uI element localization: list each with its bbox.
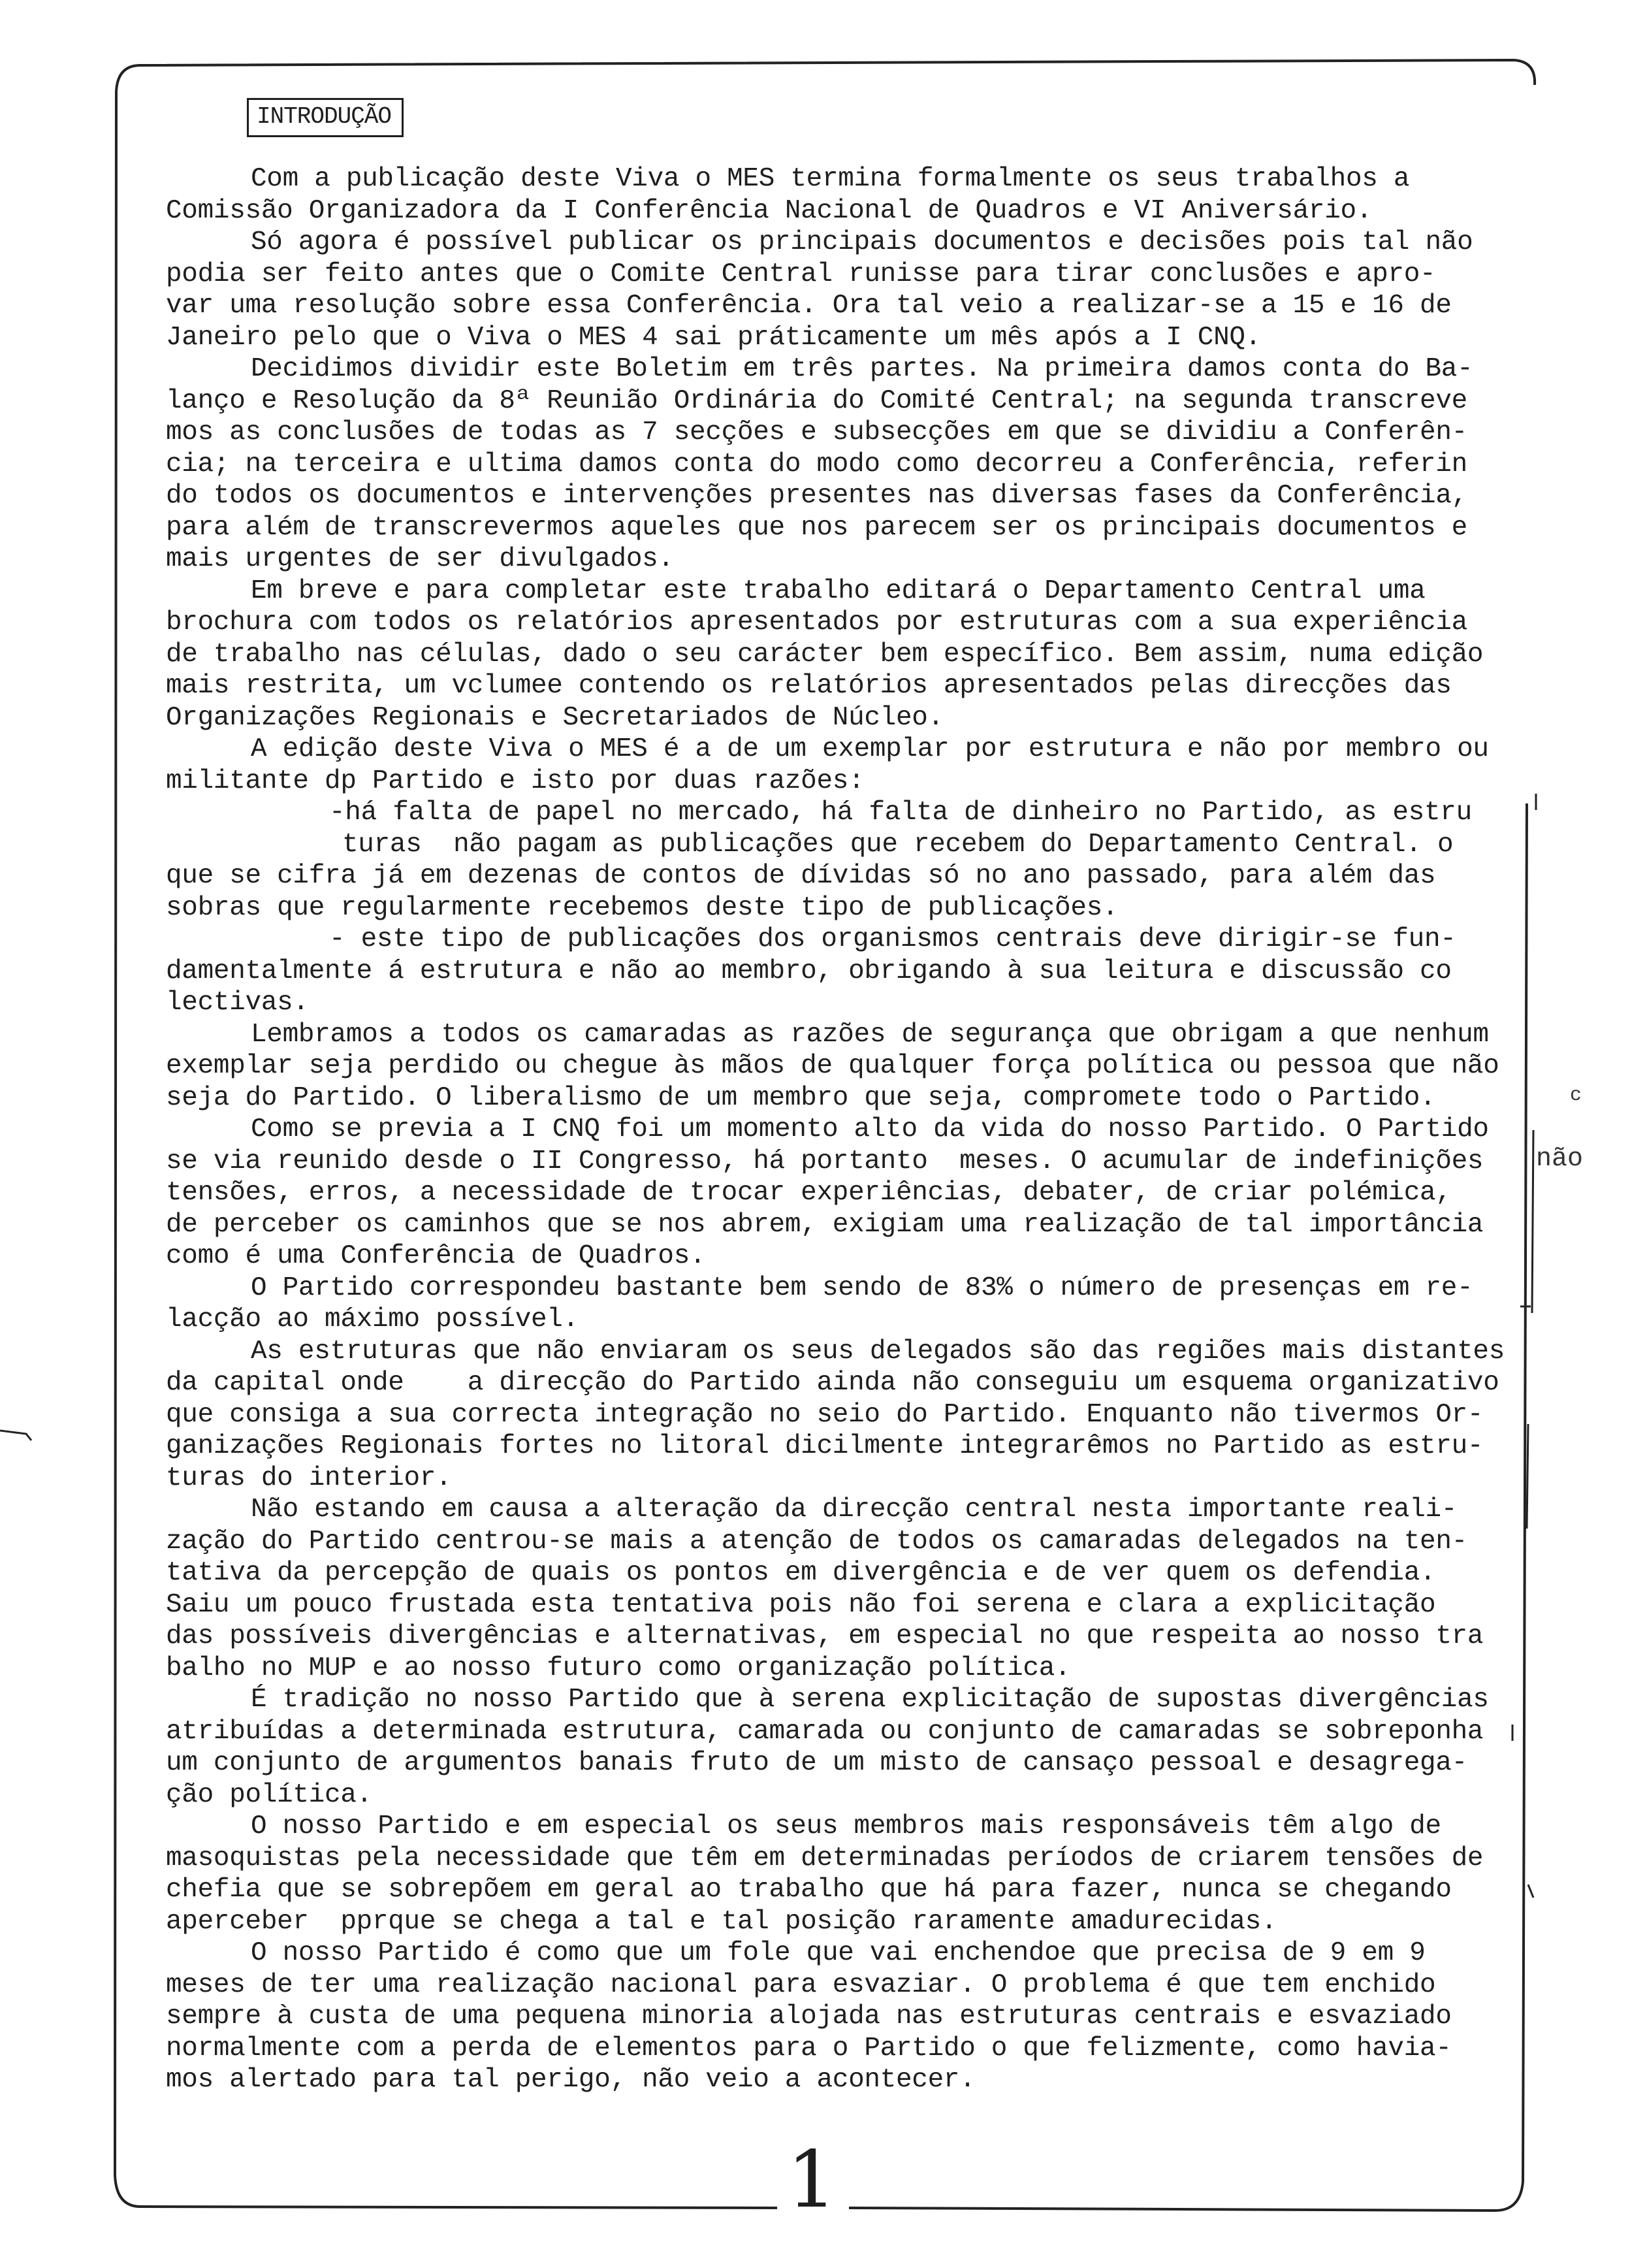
- text-line: para além de transcrevermos aqueles que nos parecem ser os principais documentos e: [166, 512, 1467, 543]
- margin-note: não: [1536, 1144, 1584, 1174]
- text-line: mais urgentes de ser divulgados.: [166, 544, 674, 574]
- text-line: mos alertado para tal perigo, não veio a acontecer.: [166, 2065, 976, 2095]
- text-line: Só agora é possível publicar os principais documentos e decisões pois tal não: [251, 227, 1473, 257]
- text-line: -há falta de papel no mercado, há falta de dinheiro no Partido, as estru: [329, 798, 1472, 828]
- text-line: Saiu um pouco frustada esta tentativa pois não foi serena e clara a explicitação: [166, 1589, 1436, 1620]
- text-line: de trabalho nas células, dado o seu carácter bem específico. Bem assim, numa edição: [166, 639, 1484, 670]
- text-line: do todos os documentos e intervenções presentes nas diversas fases da Conferência,: [166, 481, 1467, 511]
- text-line: Janeiro pelo que o Viva o MES 4 sai práticamente um mês após a I CNQ.: [166, 322, 1261, 353]
- text-line: aperceber pprque se chega a tal e tal posição raramente amadurecidas.: [166, 1906, 1277, 1937]
- text-line: mais restrita, um vclumee contendo os relatórios apresentados pelas direcções das: [166, 671, 1452, 701]
- text-line: Não estando em causa a alteração da direcção central nesta importante reali-: [251, 1495, 1458, 1525]
- text-line: damentalmente á estrutura e não ao membro, obrigando à sua leitura e discussão co: [166, 956, 1452, 986]
- text-line: brochura com todos os relatórios apresentados por estruturas com a sua experiência: [166, 608, 1467, 638]
- text-line: que se cifra já em dezenas de contos de dívidas só no ano passado, para além das: [166, 861, 1436, 891]
- text-line: exemplar seja perdido ou chegue às mãos de qualquer força política ou pessoa que não: [166, 1051, 1499, 1081]
- text-line: masoquistas pela necessidade que têm em determinadas períodos de criarem tensões de: [166, 1843, 1484, 1873]
- text-line: se via reunido desde o II Congresso, há portanto meses. O acumular de indefinições: [166, 1146, 1484, 1176]
- text-line: O Partido correspondeu bastante bem sendo de 83% o número de presenças em re-: [251, 1272, 1473, 1303]
- text-line: É tradição no nosso Partido que à serena explicitação de supostas divergências: [251, 1685, 1489, 1715]
- text-line: Organizações Regionais e Secretariados de Núcleo.: [166, 702, 944, 733]
- text-line: militante dp Partido e isto por duas razões:: [166, 766, 865, 796]
- text-line: Comissão Organizadora da I Conferência Nacional de Quadros e VI Aniversário.: [166, 195, 1373, 226]
- text-line: seja do Partido. O liberalismo de um membro que seja, compromete todo o Partido.: [166, 1082, 1436, 1113]
- text-line: Como se previa a I CNQ foi um momento alto da vida do nosso Partido. O Partido: [251, 1114, 1489, 1144]
- text-line: podia ser feito antes que o Comite Central runisse para tirar conclusões e apro-: [166, 259, 1436, 289]
- text-line: O nosso Partido e em especial os seus membros mais responsáveis têm algo de: [251, 1811, 1441, 1841]
- text-line: ganizações Regionais fortes no litoral dicilmente integrarêmos no Partido as estru-: [166, 1431, 1484, 1461]
- page-number: 1: [787, 2135, 837, 2226]
- text-line: de perceber os caminhos que se nos abrem, exigiam uma realização de tal importância: [166, 1209, 1484, 1240]
- text-line: atribuídas a determinada estrutura, camarada ou conjunto de camaradas se sobreponha: [166, 1716, 1484, 1747]
- text-line: Em breve e para completar este trabalho editará o Departamento Central uma: [251, 575, 1426, 606]
- text-line: lectivas.: [166, 988, 309, 1018]
- text-line: lacção ao máximo possível.: [166, 1304, 579, 1335]
- text-line: turas do interior.: [166, 1463, 452, 1493]
- text-line: chefia que se sobrepõem em geral ao trabalho que há para fazer, nunca se chegando: [166, 1875, 1452, 1905]
- text-line: cia; na terceira e ultima damos conta do modo como decorreu a Conferência, referin: [166, 449, 1467, 479]
- text-line: sempre à custa de uma pequena minoria alojada nas estruturas centrais e esvaziado: [166, 2001, 1452, 2032]
- text-line: meses de ter uma realização nacional para esvaziar. O problema é que tem enchido: [166, 1969, 1436, 2000]
- text-line: tensões, erros, a necessidade de trocar experiências, debater, de criar polémica,: [166, 1178, 1452, 1208]
- text-line: balho no MUP e ao nosso futuro como organização política.: [166, 1653, 1071, 1683]
- document-body: [166, 163, 1544, 2096]
- text-line: tativa da percepção de quais os pontos em divergência e de ver quem os defendia.: [166, 1558, 1436, 1588]
- text-line: sobras que regularmente recebemos deste tipo de publicações.: [166, 892, 1119, 923]
- text-line: mos as conclusões de todas as 7 secções e subsecções em que se dividiu a Conferên-: [166, 417, 1467, 447]
- text-line: ção política.: [166, 1779, 372, 1810]
- text-line: O nosso Partido é como que um fole que vai enchendoe que precisa de 9 em 9: [251, 1938, 1426, 1968]
- text-line: As estruturas que não enviaram os seus delegados são das regiões mais distantes: [251, 1336, 1505, 1367]
- text-line: Lembramos a todos os camaradas as razões de segurança que obrigam a que nenhum: [251, 1019, 1489, 1050]
- text-line: Decidimos dividir este Boletim em três partes. Na primeira damos conta do Ba-: [251, 354, 1473, 384]
- margin-note: c: [1570, 1084, 1582, 1107]
- text-line: que consiga a sua correcta integração no seio do Partido. Enquanto não tivermos Or-: [166, 1399, 1484, 1430]
- text-line: como é uma Conferência de Quadros.: [166, 1241, 706, 1271]
- text-line: var uma resolução sobre essa Conferência. Ora tal veio a realizar-se a 15 e 16 de: [166, 291, 1452, 321]
- section-heading: INTRODUÇÃO: [247, 98, 404, 137]
- text-line: - este tipo de publicações dos organismos centrais deve dirigir-se fun-: [329, 924, 1456, 954]
- text-line: lanço e Resolução da 8ª Reunião Ordinária do Comité Central; na segunda transcreve: [166, 385, 1467, 416]
- text-line: A edição deste Viva o MES é a de um exemplar por estrutura e não por membro ou: [251, 734, 1489, 764]
- text-line: turas não pagam as publicações que recebem do Departamento Central. o: [342, 829, 1454, 860]
- text-line: das possíveis divergências e alternativas, em especial no que respeita ao nosso tra: [166, 1621, 1484, 1651]
- text-line: um conjunto de argumentos banais fruto de um misto de cansaço pessoal e desagrega-: [166, 1748, 1467, 1778]
- text-line: zação do Partido centrou-se mais a atenção de todos os camaradas delegados na ten-: [166, 1526, 1467, 1557]
- text-line: normalmente com a perda de elementos para o Partido o que felizmente, como havia-: [166, 2033, 1452, 2064]
- text-line: Com a publicação deste Viva o MES termina formalmente os seus trabalhos a: [251, 164, 1410, 194]
- text-line: da capital onde a direcção do Partido ainda não conseguiu um esquema organizativo: [166, 1368, 1499, 1398]
